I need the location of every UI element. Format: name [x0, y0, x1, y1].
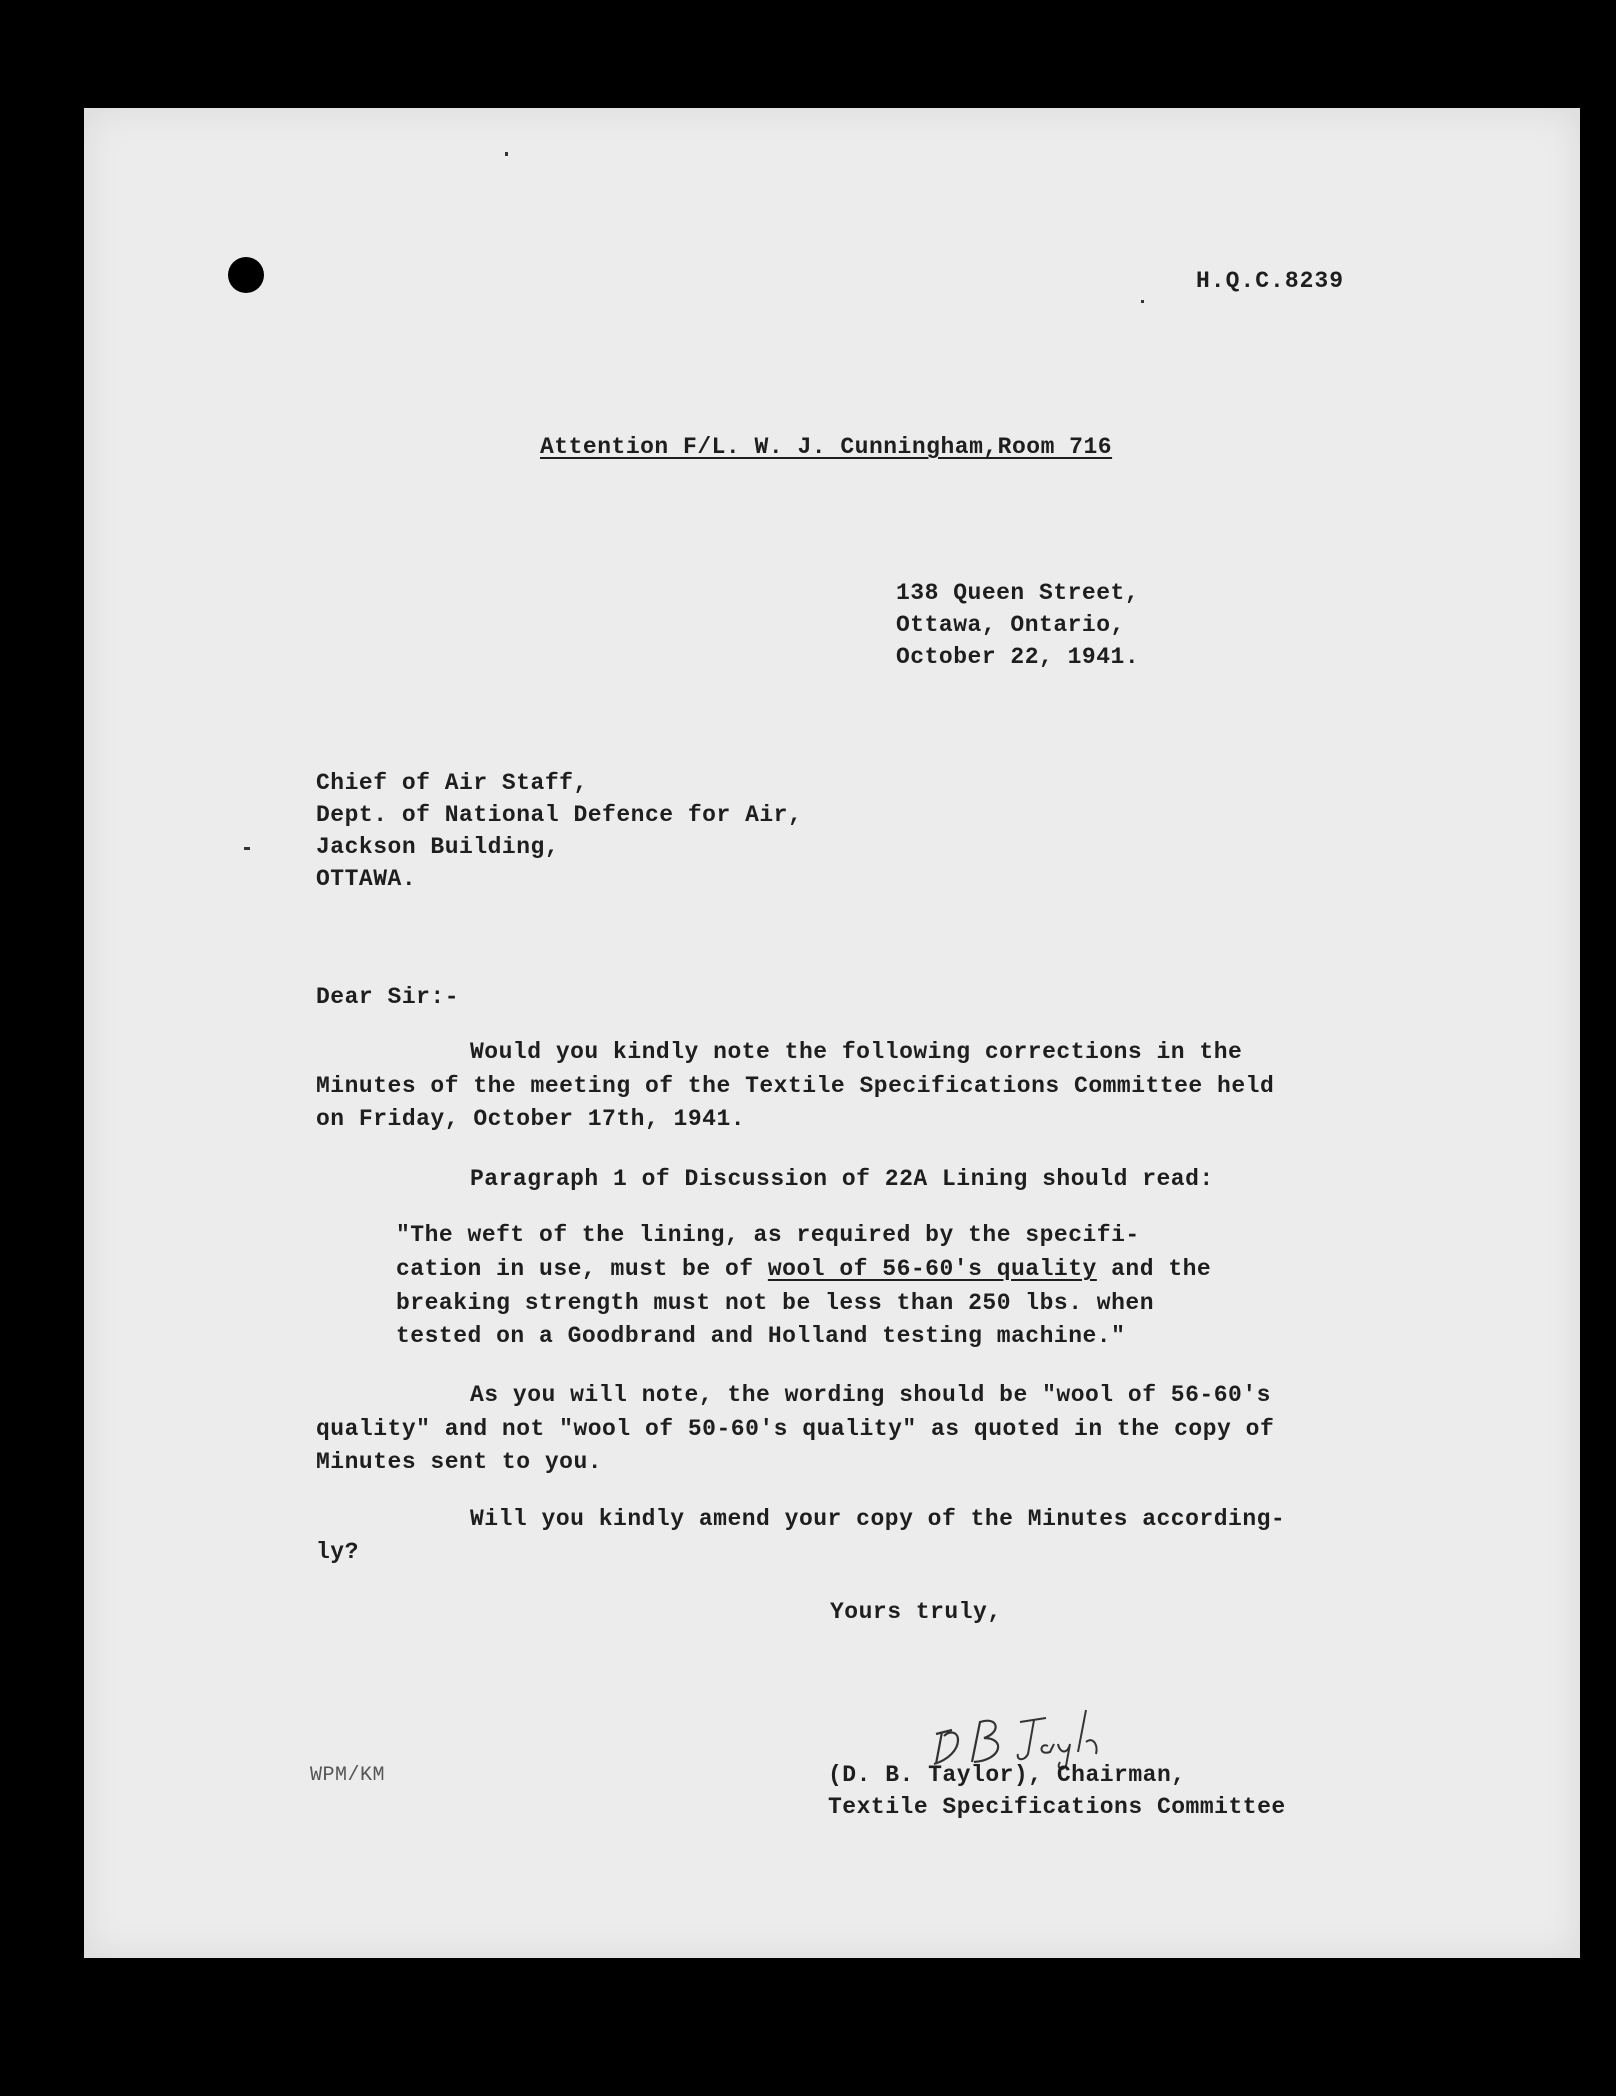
sender-street: 138 Queen Street, — [896, 580, 1140, 606]
body-line: quality" and not "wool of 50-60's quality" as quoted in the copy of — [316, 1416, 1275, 1442]
sender-city: Ottawa, Ontario, — [896, 612, 1125, 638]
quote-line: "The weft of the lining, as required by the specifi- — [396, 1222, 1140, 1248]
quote-line — [396, 1253, 1211, 1286]
salutation: Dear Sir:- — [316, 984, 460, 1010]
body-line: As you will note, the wording should be "wool of 56-60's — [470, 1382, 1271, 1408]
signatory-title: Textile Specifications Committee — [828, 1794, 1286, 1820]
letter-date: October 22, 1941. — [896, 644, 1140, 670]
body-line: Minutes sent to you. — [316, 1449, 603, 1475]
recipient-line: OTTAWA. — [316, 866, 417, 892]
closing: Yours truly, — [830, 1599, 1002, 1625]
body-line: on Friday, October 17th, 1941. — [316, 1106, 746, 1132]
underlined-quality: wool of 56-60's quality — [767, 1256, 1097, 1282]
body-line: Paragraph 1 of Discussion of 22A Lining should read: — [470, 1166, 1214, 1192]
quote-line: breaking strength must not be less than 250 lbs. when — [396, 1290, 1155, 1316]
scan-speck — [1141, 300, 1144, 303]
attention-line: Attention F/L. W. J. Cunningham,Room 716 — [540, 434, 1113, 460]
recipient-line: Chief of Air Staff, — [316, 770, 588, 796]
quote-text: cation in use, must be of — [396, 1256, 768, 1282]
recipient-line: Dept. of National Defence for Air, — [316, 802, 803, 828]
quote-text: and the — [1096, 1256, 1212, 1282]
body-line: Minutes of the meeting of the Textile Specifications Committee held — [316, 1073, 1275, 1099]
quote-line: tested on a Goodbrand and Holland testing machine." — [396, 1323, 1126, 1349]
body-line: Will you kindly amend your copy of the Minutes according- — [470, 1506, 1286, 1532]
body-line: Would you kindly note the following corrections in the — [470, 1039, 1243, 1065]
scan-speck — [505, 152, 508, 156]
scan-speck — [244, 847, 250, 850]
letter-page — [84, 108, 1580, 1958]
punch-hole — [228, 257, 264, 293]
typist-initials: WPM/KM — [310, 1764, 386, 1787]
file-reference: H.Q.C.8239 — [1196, 268, 1345, 294]
recipient-line: Jackson Building, — [316, 834, 560, 860]
body-line: ly? — [316, 1539, 359, 1565]
signatory-name: (D. B. Taylor), Chairman, — [828, 1762, 1186, 1788]
